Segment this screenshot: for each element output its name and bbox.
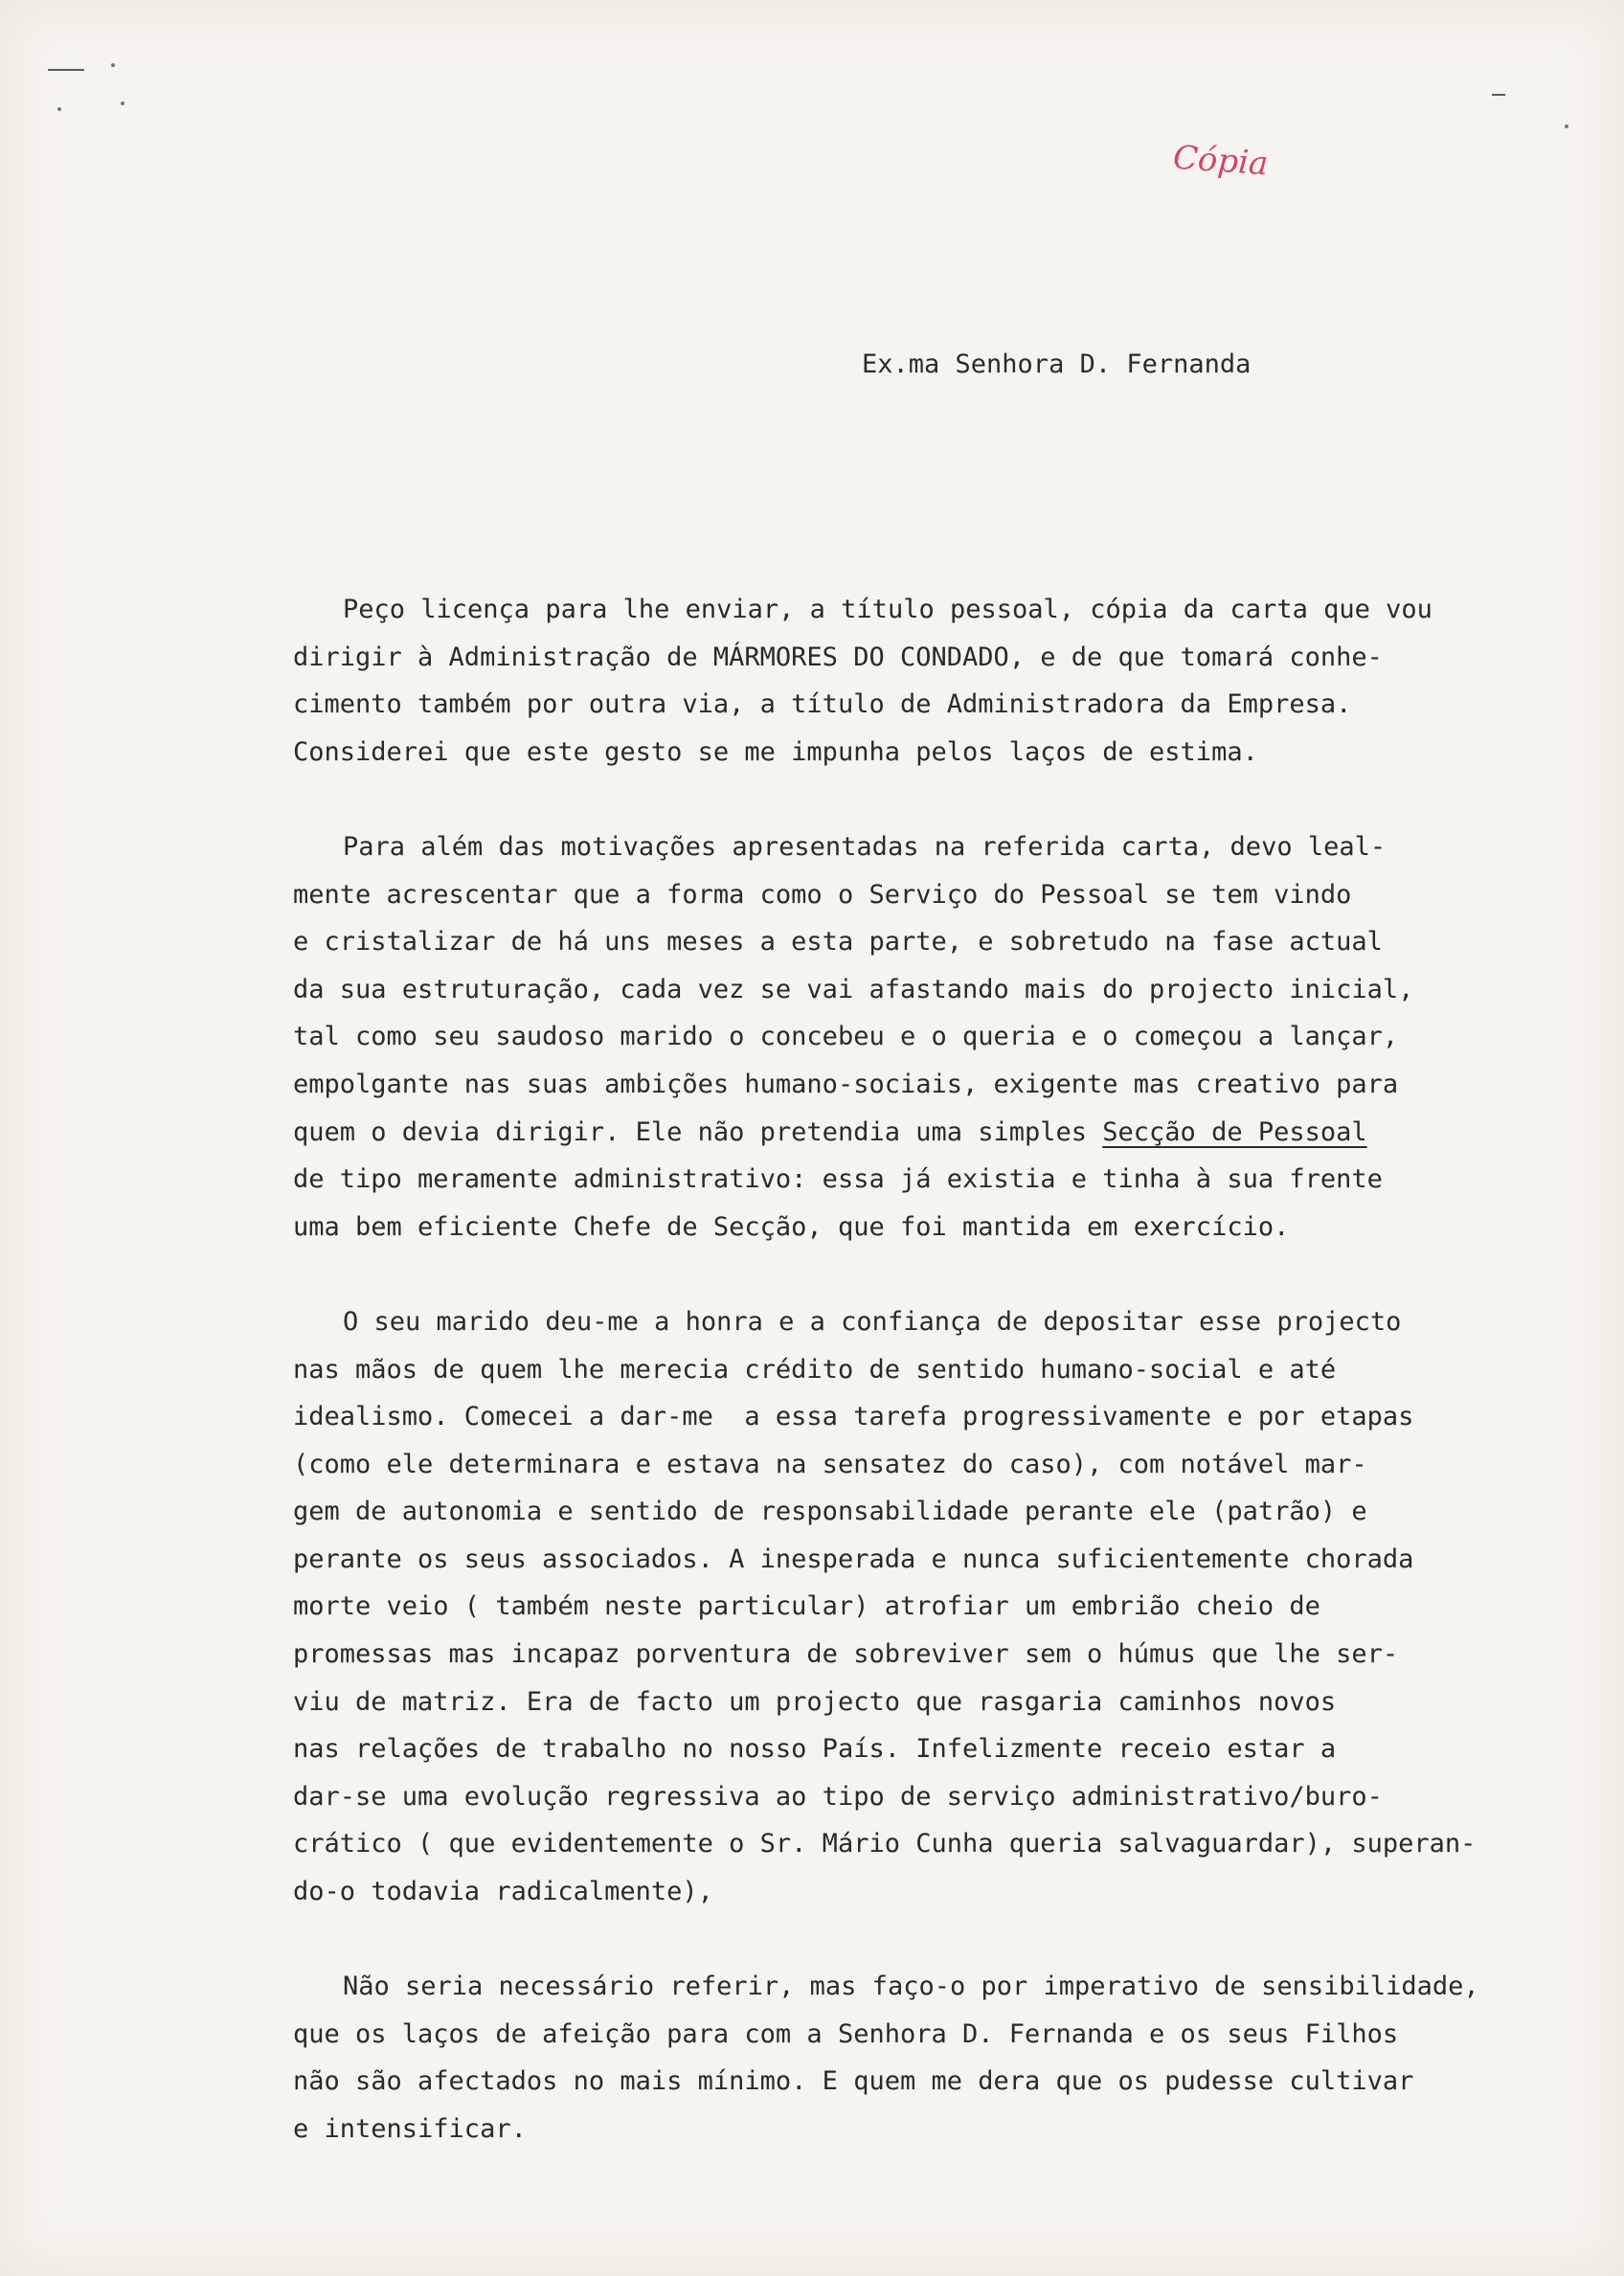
- text-line: cimento também por outra via, a título de Administradora da Empresa.: [293, 689, 1352, 720]
- paragraph-1: [293, 586, 1605, 776]
- paper-speck: [57, 107, 61, 111]
- text-line: que os laços de afeição para com a Senhora D. Fernanda e os seus Filhos: [293, 2018, 1399, 2049]
- text-line-with-underline: [293, 1109, 1605, 1157]
- paragraph-2: [293, 823, 1605, 1251]
- text-fragment: quem o devia dirigir. Ele não pretendia uma simples: [293, 1116, 1103, 1147]
- text-line: mente acrescentar que a forma como o Serviço do Pessoal se tem vindo: [293, 879, 1352, 910]
- text-line: idealismo. Comecei a dar-me a essa tarefa progressivamente e por etapas: [293, 1402, 1414, 1432]
- paper-scratch: [1492, 94, 1505, 96]
- text-line: tal como seu saudoso marido o concebeu e o queria e o começou a lançar,: [293, 1022, 1399, 1052]
- text-line: nas relações de trabalho no nosso País. Infelizmente receio estar a: [293, 1734, 1337, 1765]
- text-line: Considerei que este gesto se me impunha pelos laços de estima.: [293, 736, 1258, 767]
- text-line: O seu marido deu-me a honra e a confiança de depositar esse projecto: [343, 1306, 1402, 1337]
- text-line: nas mãos de quem lhe merecia crédito de sentido humano-social e até: [293, 1354, 1337, 1385]
- text-line: da sua estruturação, cada vez se vai afastando mais do projecto inicial,: [293, 974, 1414, 1004]
- text-line: Peço licença para lhe enviar, a título pessoal, cópia da carta que vou: [343, 595, 1432, 624]
- text-line: Não seria necessário referir, mas faço-o por imperativo de sensibilidade,: [343, 1972, 1479, 2002]
- text-line: do-o todavia radicalmente),: [293, 1877, 713, 1907]
- text-line: promessas mas incapaz porventura de sobreviver sem o húmus que lhe ser-: [293, 1639, 1399, 1670]
- handwritten-copy-note: Cópia: [1171, 138, 1270, 184]
- text-line: de tipo meramente administrativo: essa já existia e tinha à sua frente: [293, 1164, 1383, 1195]
- salutation: Ex.ma Senhora D. Fernanda: [862, 349, 1252, 379]
- text-line: Para além das motivações apresentadas na referida carta, devo leal-: [343, 831, 1387, 862]
- paper-speck: [1565, 124, 1568, 128]
- text-line: não são afectados no mais mínimo. E quem me dera que os pudesse cultivar: [293, 2066, 1414, 2097]
- underlined-term: Secção de Pessoal: [1102, 1116, 1367, 1147]
- paragraph-3: [293, 1298, 1605, 1916]
- text-line: uma bem eficiente Chefe de Secção, que foi mantida em exercício.: [293, 1211, 1290, 1242]
- text-line: e cristalizar de há uns meses a esta parte, e sobretudo na fase actual: [293, 927, 1383, 958]
- paper-scratch: [48, 69, 84, 71]
- text-line: crático ( que evidentemente o Sr. Mário Cunha queria salvaguardar), superan-: [293, 1829, 1477, 1859]
- text-line: gem de autonomia e sentido de responsabilidade perante ele (patrão) e: [293, 1497, 1367, 1527]
- text-line: empolgante nas suas ambições humano-sociais, exigente mas creativo para: [293, 1069, 1399, 1099]
- text-line: dar-se uma evolução regressiva ao tipo de serviço administrativo/buro-: [293, 1781, 1383, 1812]
- text-line: morte veio ( também neste particular) atrofiar um embrião cheio de: [293, 1591, 1320, 1622]
- paper-speck: [121, 101, 124, 105]
- paragraph-4: [293, 1963, 1605, 2152]
- text-line: viu de matriz. Era de facto um projecto que rasgaria caminhos novos: [293, 1686, 1337, 1717]
- paper-speck: [111, 63, 115, 67]
- text-line: perante os seus associados. A inesperada e nunca suficientemente chorada: [293, 1544, 1414, 1574]
- text-line: dirigir à Administração de MÁRMORES DO CONDADO, e de que tomará conhe-: [293, 642, 1383, 672]
- letter-body: [293, 586, 1605, 2200]
- text-line: (como ele determinara e estava na sensatez do caso), com notável mar-: [293, 1449, 1367, 1479]
- text-line: e intensificar.: [293, 2114, 527, 2144]
